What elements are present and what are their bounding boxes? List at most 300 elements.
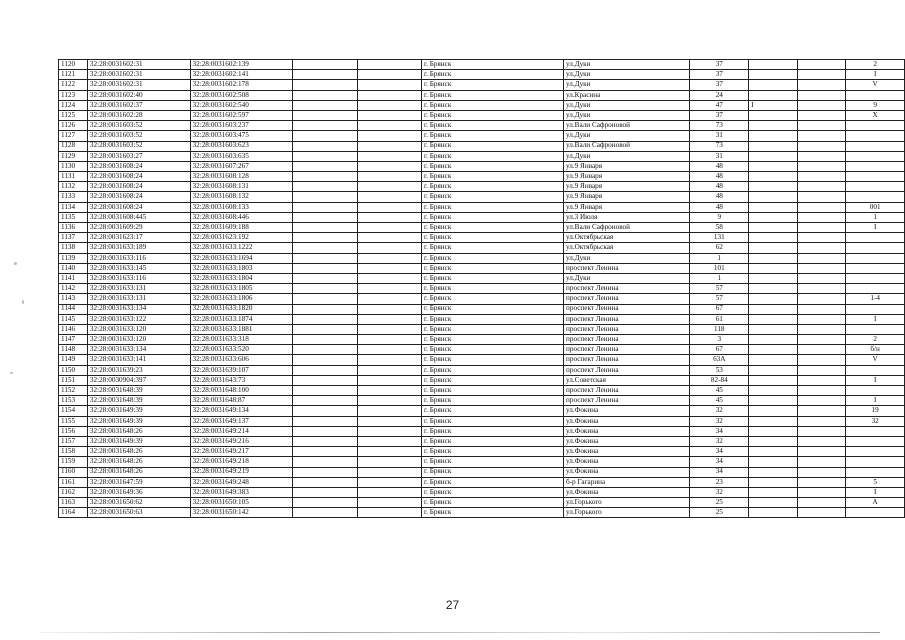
- floor-cell: [797, 498, 846, 508]
- city-cell: г. Брянск: [422, 294, 564, 304]
- empty-col-cell: [293, 253, 357, 263]
- row-number-cell: 1137: [59, 233, 88, 243]
- object-number-cell: 32:28:0031602:508: [190, 90, 293, 100]
- building-cell: [749, 447, 798, 457]
- building-cell: [749, 304, 798, 314]
- floor-cell: [797, 212, 846, 222]
- parcel-number-cell: 32:28:0031650:63: [87, 508, 190, 518]
- city-cell: г. Брянск: [422, 90, 564, 100]
- table-row: [59, 345, 905, 355]
- empty-col-cell: [293, 498, 357, 508]
- apartment-cell: [846, 304, 905, 314]
- empty-col-cell: [293, 121, 357, 131]
- table-row: [59, 243, 905, 253]
- table-row: [59, 508, 905, 518]
- house-number-cell: 3: [690, 335, 749, 345]
- building-cell: [749, 335, 798, 345]
- city-cell: г. Брянск: [422, 131, 564, 141]
- house-number-cell: 73: [690, 141, 749, 151]
- row-number-cell: 1139: [59, 253, 88, 263]
- object-number-cell: 32:28:0031603:635: [190, 151, 293, 161]
- parcel-number-cell: 32:28:0031648:26: [87, 447, 190, 457]
- row-number-cell: 1143: [59, 294, 88, 304]
- empty-col-cell: [357, 182, 421, 192]
- table-row: [59, 192, 905, 202]
- city-cell: г. Брянск: [422, 304, 564, 314]
- row-number-cell: 1151: [59, 375, 88, 385]
- house-number-cell: 57: [690, 294, 749, 304]
- empty-col-cell: [293, 100, 357, 110]
- row-number-cell: 1123: [59, 90, 88, 100]
- floor-cell: [797, 508, 846, 518]
- object-number-cell: 32:28:0031603:623: [190, 141, 293, 151]
- row-number-cell: 1158: [59, 447, 88, 457]
- row-number-cell: 1138: [59, 243, 88, 253]
- city-cell: г. Брянск: [422, 223, 564, 233]
- table-row: [59, 314, 905, 324]
- street-cell: проспект Ленина: [564, 294, 690, 304]
- object-number-cell: 32:28:0031608:446: [190, 212, 293, 222]
- empty-col-cell: [293, 426, 357, 436]
- floor-cell: [797, 436, 846, 446]
- apartment-cell: I: [846, 396, 905, 406]
- table-row: [59, 324, 905, 334]
- floor-cell: [797, 182, 846, 192]
- empty-col-cell: [293, 416, 357, 426]
- apartment-cell: [846, 284, 905, 294]
- empty-col-cell: [357, 304, 421, 314]
- floor-cell: [797, 304, 846, 314]
- empty-col-cell: [293, 508, 357, 518]
- apartment-cell: 9: [846, 100, 905, 110]
- street-cell: б-р Гагарина: [564, 477, 690, 487]
- house-number-cell: 63А: [690, 355, 749, 365]
- building-cell: [749, 477, 798, 487]
- building-cell: [749, 284, 798, 294]
- street-cell: ул.Фокина: [564, 487, 690, 497]
- row-number-cell: 1161: [59, 477, 88, 487]
- empty-col-cell: [293, 243, 357, 253]
- street-cell: ул.Дуки: [564, 100, 690, 110]
- house-number-cell: 9: [690, 212, 749, 222]
- empty-col-cell: [357, 416, 421, 426]
- object-number-cell: 32:28:0031649:219: [190, 467, 293, 477]
- object-number-cell: 32:28:0031650:142: [190, 508, 293, 518]
- street-cell: проспект Ленина: [564, 314, 690, 324]
- floor-cell: [797, 121, 846, 131]
- table-row: [59, 447, 905, 457]
- city-cell: г. Брянск: [422, 243, 564, 253]
- row-number-cell: 1135: [59, 212, 88, 222]
- street-cell: ул.Дуки: [564, 70, 690, 80]
- row-number-cell: 1129: [59, 151, 88, 161]
- row-number-cell: 1125: [59, 110, 88, 120]
- apartment-cell: [846, 192, 905, 202]
- property-register-table: [58, 59, 905, 518]
- table-row: [59, 467, 905, 477]
- object-number-cell: 32:28:0031623:192: [190, 233, 293, 243]
- row-number-cell: 1149: [59, 355, 88, 365]
- empty-col-cell: [293, 406, 357, 416]
- apartment-cell: [846, 141, 905, 151]
- floor-cell: [797, 172, 846, 182]
- floor-cell: [797, 487, 846, 497]
- row-number-cell: 1136: [59, 223, 88, 233]
- apartment-cell: [846, 121, 905, 131]
- floor-cell: [797, 426, 846, 436]
- empty-col-cell: [357, 172, 421, 182]
- empty-col-cell: [357, 70, 421, 80]
- object-number-cell: 32:28:0031633:1804: [190, 273, 293, 283]
- floor-cell: [797, 202, 846, 212]
- floor-cell: [797, 161, 846, 171]
- parcel-number-cell: 32:28:0031633:120: [87, 335, 190, 345]
- street-cell: ул.Дуки: [564, 253, 690, 263]
- house-number-cell: 53: [690, 365, 749, 375]
- table-row: [59, 172, 905, 182]
- row-number-cell: 1159: [59, 457, 88, 467]
- building-cell: [749, 345, 798, 355]
- parcel-number-cell: 32:28:0031650:62: [87, 498, 190, 508]
- parcel-number-cell: 32:28:0031647:59: [87, 477, 190, 487]
- city-cell: г. Брянск: [422, 253, 564, 263]
- object-number-cell: 32:28:0031608:131: [190, 182, 293, 192]
- table-row: [59, 294, 905, 304]
- parcel-number-cell: 32:28:0031633:122: [87, 314, 190, 324]
- apartment-cell: [846, 253, 905, 263]
- empty-col-cell: [357, 457, 421, 467]
- street-cell: ул.Дуки: [564, 80, 690, 90]
- parcel-number-cell: 32:28:0031602:40: [87, 90, 190, 100]
- page-number: 27: [445, 598, 460, 612]
- floor-cell: [797, 375, 846, 385]
- building-cell: [749, 487, 798, 497]
- floor-cell: [797, 80, 846, 90]
- house-number-cell: 23: [690, 477, 749, 487]
- empty-col-cell: [357, 100, 421, 110]
- parcel-number-cell: 32:28:0031633:141: [87, 355, 190, 365]
- house-number-cell: 24: [690, 90, 749, 100]
- city-cell: г. Брянск: [422, 151, 564, 161]
- parcel-number-cell: 32:28:0031609:29: [87, 223, 190, 233]
- floor-cell: [797, 233, 846, 243]
- parcel-number-cell: 32:28:0031608:24: [87, 172, 190, 182]
- object-number-cell: 32:28:0031649:214: [190, 426, 293, 436]
- street-cell: проспект Ленина: [564, 263, 690, 273]
- empty-col-cell: [357, 60, 421, 70]
- row-number-cell: 1134: [59, 202, 88, 212]
- empty-col-cell: [293, 212, 357, 222]
- empty-col-cell: [293, 192, 357, 202]
- parcel-number-cell: 32:28:0031649:39: [87, 416, 190, 426]
- parcel-number-cell: 32:28:0030904:397: [87, 375, 190, 385]
- object-number-cell: 32:28:0031633:1881: [190, 324, 293, 334]
- object-number-cell: 32:28:0031633:1803: [190, 263, 293, 273]
- empty-col-cell: [357, 263, 421, 273]
- empty-col-cell: [357, 243, 421, 253]
- table-row: [59, 263, 905, 273]
- empty-col-cell: [357, 121, 421, 131]
- building-cell: [749, 273, 798, 283]
- apartment-cell: [846, 365, 905, 375]
- building-cell: [749, 386, 798, 396]
- parcel-number-cell: 32:28:0031649:39: [87, 436, 190, 446]
- parcel-number-cell: 32:28:0031608:24: [87, 192, 190, 202]
- row-number-cell: 1145: [59, 314, 88, 324]
- parcel-number-cell: 32:28:0031648:26: [87, 457, 190, 467]
- parcel-number-cell: 32:28:0031633:131: [87, 294, 190, 304]
- house-number-cell: 32: [690, 436, 749, 446]
- table-row: [59, 477, 905, 487]
- parcel-number-cell: 32:28:0031603:52: [87, 131, 190, 141]
- empty-col-cell: [293, 294, 357, 304]
- floor-cell: [797, 365, 846, 375]
- object-number-cell: 32:28:0031608:132: [190, 192, 293, 202]
- building-cell: [749, 131, 798, 141]
- parcel-number-cell: 32:28:0031608:24: [87, 161, 190, 171]
- city-cell: г. Брянск: [422, 284, 564, 294]
- house-number-cell: 58: [690, 223, 749, 233]
- empty-col-cell: [357, 508, 421, 518]
- street-cell: проспект Ленина: [564, 365, 690, 375]
- table-row: [59, 335, 905, 345]
- city-cell: г. Брянск: [422, 416, 564, 426]
- empty-col-cell: [357, 467, 421, 477]
- street-cell: ул.9 Января: [564, 202, 690, 212]
- apartment-cell: [846, 151, 905, 161]
- row-number-cell: 1141: [59, 273, 88, 283]
- apartment-cell: 32: [846, 416, 905, 426]
- table-row: [59, 487, 905, 497]
- empty-col-cell: [357, 273, 421, 283]
- empty-col-cell: [293, 386, 357, 396]
- city-cell: г. Брянск: [422, 212, 564, 222]
- building-cell: [749, 70, 798, 80]
- table-row: [59, 110, 905, 120]
- floor-cell: [797, 141, 846, 151]
- row-number-cell: 1127: [59, 131, 88, 141]
- row-number-cell: 1155: [59, 416, 88, 426]
- empty-col-cell: [357, 477, 421, 487]
- house-number-cell: 31: [690, 131, 749, 141]
- object-number-cell: 32:28:0031602:597: [190, 110, 293, 120]
- house-number-cell: 73: [690, 121, 749, 131]
- table-row: [59, 457, 905, 467]
- street-cell: ул.Фокина: [564, 406, 690, 416]
- table-row: [59, 223, 905, 233]
- row-number-cell: 1144: [59, 304, 88, 314]
- building-cell: [749, 182, 798, 192]
- floor-cell: [797, 457, 846, 467]
- floor-cell: [797, 90, 846, 100]
- house-number-cell: 67: [690, 345, 749, 355]
- object-number-cell: 32:28:0031648:100: [190, 386, 293, 396]
- house-number-cell: 31: [690, 151, 749, 161]
- city-cell: г. Брянск: [422, 396, 564, 406]
- street-cell: ул.Дуки: [564, 131, 690, 141]
- row-number-cell: 1157: [59, 436, 88, 446]
- empty-col-cell: [357, 294, 421, 304]
- table-row: [59, 273, 905, 283]
- empty-col-cell: [357, 192, 421, 202]
- object-number-cell: 32:28:0031639:107: [190, 365, 293, 375]
- empty-col-cell: [293, 447, 357, 457]
- empty-col-cell: [357, 436, 421, 446]
- parcel-number-cell: 32:28:0031603:52: [87, 141, 190, 151]
- apartment-cell: 1-4: [846, 294, 905, 304]
- table-row: [59, 202, 905, 212]
- apartment-cell: I: [846, 487, 905, 497]
- house-number-cell: 82-84: [690, 375, 749, 385]
- building-cell: [749, 110, 798, 120]
- street-cell: проспект Ленина: [564, 386, 690, 396]
- floor-cell: [797, 284, 846, 294]
- city-cell: г. Брянск: [422, 508, 564, 518]
- object-number-cell: 32:28:0031643:73: [190, 375, 293, 385]
- table-row: [59, 70, 905, 80]
- building-cell: [749, 212, 798, 222]
- row-number-cell: 1146: [59, 324, 88, 334]
- empty-col-cell: [357, 447, 421, 457]
- table-row: [59, 100, 905, 110]
- house-number-cell: 1: [690, 273, 749, 283]
- city-cell: г. Брянск: [422, 457, 564, 467]
- house-number-cell: 67: [690, 304, 749, 314]
- building-cell: [749, 223, 798, 233]
- register-table-body: [59, 60, 905, 518]
- table-row: [59, 90, 905, 100]
- row-number-cell: 1156: [59, 426, 88, 436]
- house-number-cell: 45: [690, 396, 749, 406]
- house-number-cell: 48: [690, 161, 749, 171]
- parcel-number-cell: 32:28:0031633:134: [87, 304, 190, 314]
- table-row: [59, 151, 905, 161]
- apartment-cell: [846, 182, 905, 192]
- house-number-cell: 48: [690, 202, 749, 212]
- empty-col-cell: [293, 304, 357, 314]
- empty-col-cell: [293, 375, 357, 385]
- floor-cell: [797, 386, 846, 396]
- empty-col-cell: [357, 141, 421, 151]
- apartment-cell: [846, 131, 905, 141]
- apartment-cell: I: [846, 223, 905, 233]
- street-cell: ул.Вали Сафроновой: [564, 141, 690, 151]
- city-cell: г. Брянск: [422, 233, 564, 243]
- parcel-number-cell: 32:28:0031648:39: [87, 396, 190, 406]
- row-number-cell: 1153: [59, 396, 88, 406]
- parcel-number-cell: 32:28:0031602:37: [87, 100, 190, 110]
- house-number-cell: 118: [690, 324, 749, 334]
- building-cell: [749, 365, 798, 375]
- street-cell: проспект Ленина: [564, 284, 690, 294]
- row-number-cell: 1133: [59, 192, 88, 202]
- empty-col-cell: [293, 161, 357, 171]
- floor-cell: [797, 345, 846, 355]
- floor-cell: [797, 314, 846, 324]
- object-number-cell: 32:28:0031648:87: [190, 396, 293, 406]
- city-cell: г. Брянск: [422, 487, 564, 497]
- house-number-cell: 61: [690, 314, 749, 324]
- empty-col-cell: [357, 345, 421, 355]
- floor-cell: [797, 60, 846, 70]
- street-cell: проспект Ленина: [564, 355, 690, 365]
- parcel-number-cell: 32:28:0031648:26: [87, 426, 190, 436]
- apartment-cell: [846, 233, 905, 243]
- empty-col-cell: [357, 365, 421, 375]
- row-number-cell: 1122: [59, 80, 88, 90]
- floor-cell: [797, 151, 846, 161]
- city-cell: г. Брянск: [422, 121, 564, 131]
- floor-cell: [797, 294, 846, 304]
- parcel-number-cell: 32:28:0031608:445: [87, 212, 190, 222]
- street-cell: ул.Фокина: [564, 436, 690, 446]
- street-cell: проспект Ленина: [564, 345, 690, 355]
- street-cell: ул.9 Января: [564, 182, 690, 192]
- empty-col-cell: [357, 487, 421, 497]
- house-number-cell: 101: [690, 263, 749, 273]
- empty-col-cell: [293, 172, 357, 182]
- street-cell: ул.9 Января: [564, 161, 690, 171]
- apartment-cell: 2: [846, 335, 905, 345]
- empty-col-cell: [293, 80, 357, 90]
- empty-col-cell: [293, 141, 357, 151]
- empty-col-cell: [357, 498, 421, 508]
- city-cell: г. Брянск: [422, 100, 564, 110]
- city-cell: г. Брянск: [422, 355, 564, 365]
- empty-col-cell: [293, 436, 357, 446]
- row-number-cell: 1120: [59, 60, 88, 70]
- apartment-cell: [846, 447, 905, 457]
- apartment-cell: [846, 263, 905, 273]
- row-number-cell: 1132: [59, 182, 88, 192]
- table-row: [59, 182, 905, 192]
- street-cell: ул.Фокина: [564, 467, 690, 477]
- parcel-number-cell: 32:28:0031633:116: [87, 253, 190, 263]
- parcel-number-cell: 32:28:0031602:31: [87, 70, 190, 80]
- empty-col-cell: [293, 233, 357, 243]
- empty-col-cell: [357, 110, 421, 120]
- city-cell: г. Брянск: [422, 335, 564, 345]
- city-cell: г. Брянск: [422, 365, 564, 375]
- floor-cell: [797, 406, 846, 416]
- city-cell: г. Брянск: [422, 141, 564, 151]
- object-number-cell: 32:28:0031603:237: [190, 121, 293, 131]
- house-number-cell: 37: [690, 110, 749, 120]
- street-cell: проспект Ленина: [564, 335, 690, 345]
- object-number-cell: 32:28:0031649:383: [190, 487, 293, 497]
- empty-col-cell: [357, 355, 421, 365]
- table-row: [59, 416, 905, 426]
- apartment-cell: X: [846, 110, 905, 120]
- city-cell: г. Брянск: [422, 202, 564, 212]
- apartment-cell: [846, 172, 905, 182]
- building-cell: [749, 121, 798, 131]
- empty-col-cell: [357, 161, 421, 171]
- building-cell: [749, 243, 798, 253]
- empty-col-cell: [293, 223, 357, 233]
- building-cell: [749, 457, 798, 467]
- apartment-cell: [846, 386, 905, 396]
- apartment-cell: I: [846, 70, 905, 80]
- empty-col-cell: [293, 70, 357, 80]
- scan-artifact-line: [40, 632, 880, 633]
- building-cell: [749, 406, 798, 416]
- parcel-number-cell: 32:28:0031633:116: [87, 273, 190, 283]
- building-cell: [749, 172, 798, 182]
- street-cell: ул.Красина: [564, 90, 690, 100]
- row-number-cell: 1152: [59, 386, 88, 396]
- empty-col-cell: [293, 202, 357, 212]
